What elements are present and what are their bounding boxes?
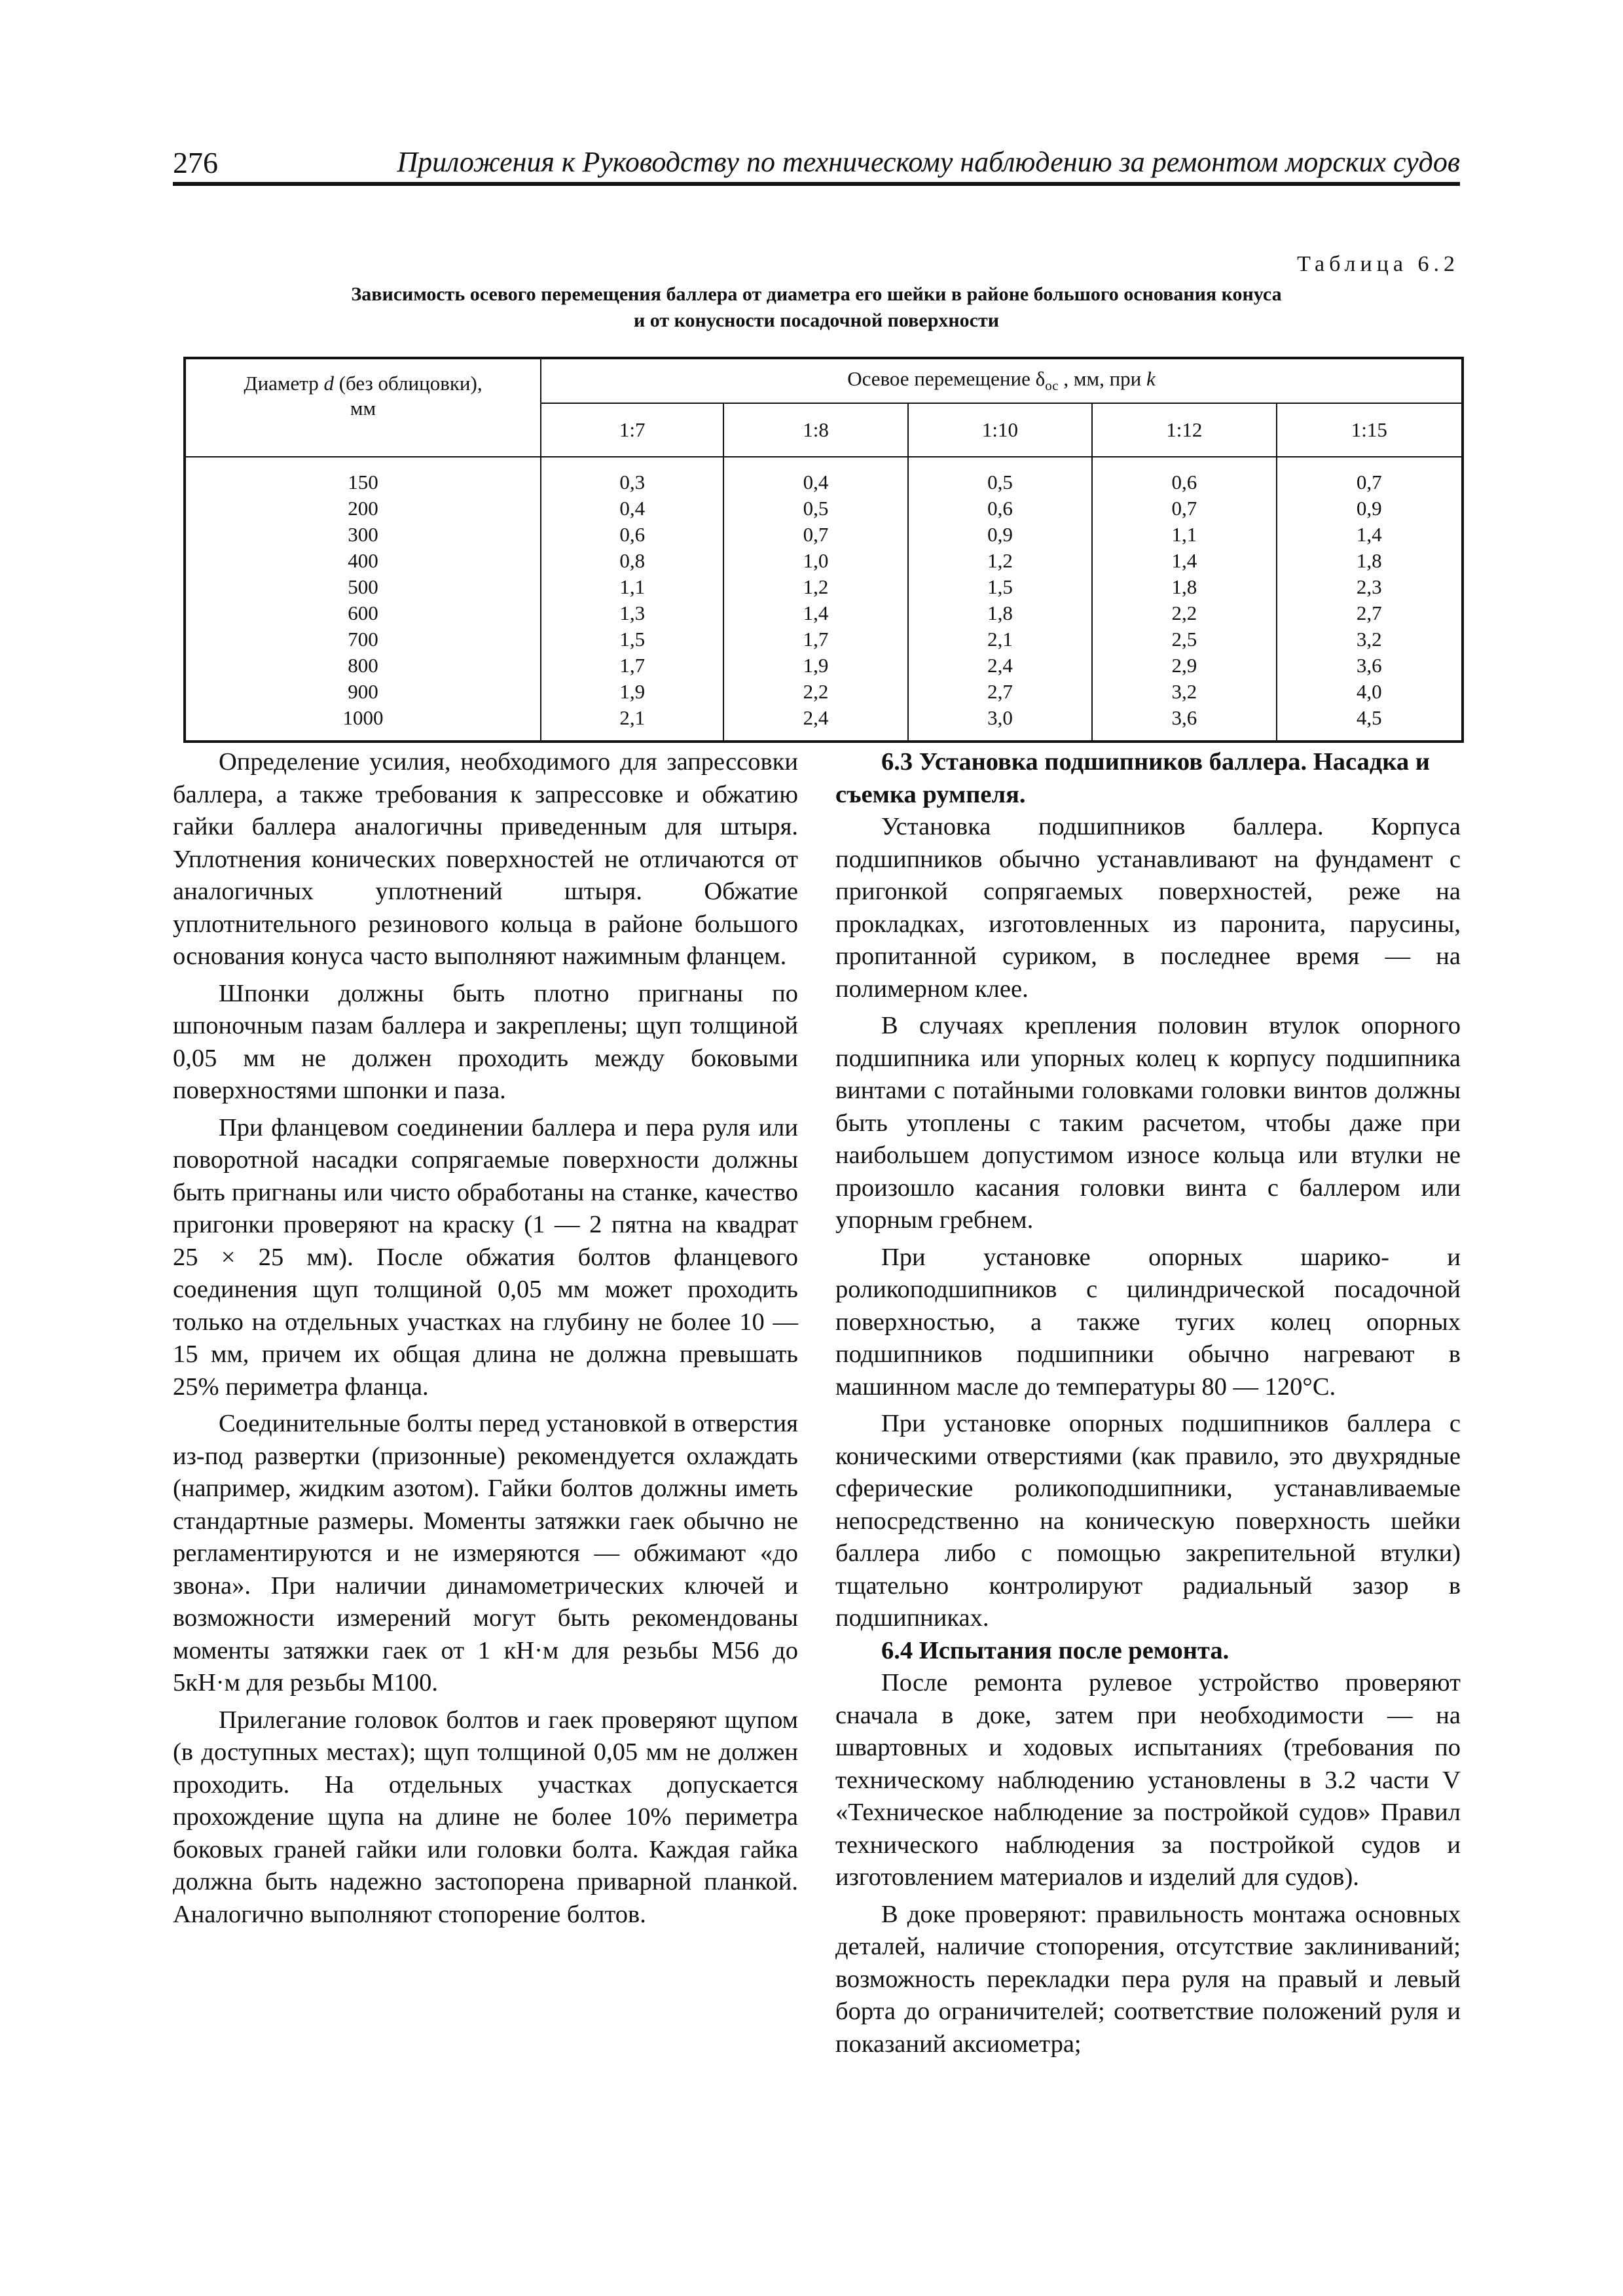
paragraph: При установке опорных подшипников баллера с коническими отверстиями (как правило, это двухрядные сферические роликоподшипники, устанавливаемые непосредственно на коническую поверхность шейки баллера либо с помощью закрепительной втулки) тщательно контролируют радиальный зазор в подшипниках.: [835, 1410, 1461, 1632]
table-cell: 1,2: [987, 549, 1013, 572]
paragraph: В случаях крепления половин втулок опорного подшипника или упорных колец к корпусу подшипника винтами с потайными головками головки винтов должны быть утоплены с таким расчетом, чтобы даже при наибольшем допустимом износе кольца или втулки не произошло касания головки винта с баллером или упорным гребнем.: [835, 1012, 1461, 1234]
table-cell: 1,0: [803, 549, 829, 572]
table-cell: 2,1: [619, 706, 646, 729]
header-axial-displacement: Осевое перемещение $\delta_{ос}$ , мм, при k: [541, 358, 1463, 403]
paragraph: При фланцевом соединении баллера и пера руля или поворотной насадки сопрягаемые поверхности должны быть пригнаны или чисто обработаны на станке, качество пригонки проверяют на краску (1 — 2 пятна на квадрат 25 × 25 мм). После обжатия болтов фланцевого соединения щуп толщиной 0,05 мм может проходить только на отдельных участках на глубину не более 10 — 15 мм, причем их общая длина не должна превышать 25% периметра фланца.: [173, 1113, 798, 1401]
header-ratio: 1:7: [541, 403, 723, 457]
table-cell: 0,3: [619, 471, 646, 493]
table-cell: 1,8: [987, 601, 1013, 624]
table-cell: 700: [348, 628, 378, 651]
section-heading-6-3: 6.3 Установка подшипников баллера. Насадка и съемка румпеля.: [835, 748, 1430, 808]
table-cell: 0,5: [803, 497, 829, 520]
table-cell: 1,4: [1171, 549, 1197, 572]
table-cell: 3,0: [987, 706, 1013, 729]
table-cell: 2,7: [1356, 601, 1382, 624]
table-cell: 2,2: [1171, 601, 1197, 624]
paragraph: Установка подшипников баллера. Корпуса подшипников обычно устанавливают на фундамент с пригонкой сопрягаемых поверхностей, реже на прокладках, изготовленных из паронита, парусины, пропитанной суриком, в последнее время — на полимерном клее.: [835, 813, 1461, 1003]
table-caption-line-1: Зависимость осевого перемещения баллера от диаметра его шейки в районе большого основания конуса: [351, 283, 1282, 305]
values-column-1-8: [723, 457, 907, 742]
table-cell: 150: [348, 471, 378, 493]
table-cell: 1,4: [1356, 523, 1382, 546]
table-cell: 1,2: [803, 575, 829, 598]
table-cell: 1,7: [803, 628, 829, 651]
table-cell: 4,0: [1356, 680, 1382, 703]
table-cell: 0,6: [1171, 471, 1197, 493]
section-heading-6-4: 6.4 Испытания после ремонта.: [881, 1636, 1230, 1664]
table-cell: 0,4: [619, 497, 646, 520]
header-diameter: Диаметр d (без облицовки), мм: [185, 358, 541, 457]
table-cell: 0,7: [1171, 497, 1197, 520]
running-title: Приложения к Руководству по техническому наблюдению за ремонтом морских судов: [397, 146, 1460, 178]
table-cell: 1,8: [1171, 575, 1197, 598]
table-cell: 4,5: [1356, 706, 1382, 729]
table-cell: 300: [348, 523, 378, 546]
table-cell: 2,7: [987, 680, 1013, 703]
table-cell: 2,3: [1356, 575, 1382, 598]
table-cell: 1,9: [619, 680, 646, 703]
table-cell: 500: [348, 575, 378, 598]
table-cell: 0,6: [619, 523, 646, 546]
data-table: [183, 357, 1464, 743]
table-cell: 3,6: [1356, 654, 1382, 677]
table-cell: 0,7: [803, 523, 829, 546]
paragraph: Соединительные болты перед установкой в отверстия из-под развертки (призонные) рекомендуется охлаждать (например, жидким азотом). Гайки болтов должны иметь стандартные размеры. Моменты затяжки гаек обычно не регламентируются и не измеряются — обжимают «до звона». При наличии динамометрических ключей и возможности измерений могут быть рекомендованы моменты затяжки гаек от 1 кН·м для резьбы М56 до 5кН·м для резьбы М100.: [173, 1410, 798, 1696]
paragraph: В доке проверяют: правильность монтажа основных деталей, наличие стопорения, отсутствие заклиниваний; возможность перекладки пера руля на правый и левый борта до ограничителей; соответствие положений руля и показаний аксиометра;: [835, 1900, 1461, 2058]
right-column: [835, 746, 1461, 2060]
paragraph: Прилегание головок болтов и гаек проверяют щупом (в доступных местах); щуп толщиной 0,05 мм не должен проходить. На отдельных участках допускается прохождение щупа на длине не более 10% периметра боковых граней гайки или головки болта. Каждая гайка должна быть надежно застопорена приварной планкой. Аналогично выполняют стопорение болтов.: [173, 1706, 798, 1928]
table-cell: 3,6: [1171, 706, 1197, 729]
table-cell: 2,4: [987, 654, 1013, 677]
table-cell: 0,5: [987, 471, 1013, 493]
paragraph: После ремонта рулевое устройство проверяют сначала в доке, затем при необходимости — на швартовных и ходовых испытаниях (требования по техническому наблюдению установлены в 3.2 части V «Техническое наблюдение за постройкой судов» Правил технического наблюдения за постройкой судов и изготовлением материалов и изделий для судов).: [835, 1669, 1461, 1891]
table-cell: 2,5: [1171, 628, 1197, 651]
header-ratio: 1:12: [1092, 403, 1276, 457]
table-cell: 1,8: [1356, 549, 1382, 572]
table-cell: 1,7: [619, 654, 646, 677]
header-ratio: 1:10: [908, 403, 1092, 457]
table-cell: 1,5: [619, 628, 646, 651]
header-ratio: 1:15: [1277, 403, 1463, 457]
table-number: Таблица 6.2: [1297, 252, 1459, 276]
table-cell: 0,8: [619, 549, 646, 572]
table-cell: 0,6: [987, 497, 1013, 520]
table-cell: 1000: [342, 706, 384, 729]
table-cell: 600: [348, 601, 378, 624]
table-cell: 3,2: [1171, 680, 1197, 703]
table-caption-line-2: и от конусности посадочной поверхности: [633, 310, 1000, 331]
table-cell: 3,2: [1356, 628, 1382, 651]
table-cell: 0,4: [803, 471, 829, 493]
table-cell: 2,1: [987, 628, 1013, 651]
left-column: [173, 746, 798, 1931]
table-cell: 1,1: [619, 575, 646, 598]
table-cell: 1,4: [803, 601, 829, 624]
table-cell: 2,9: [1171, 654, 1197, 677]
table-caption: [173, 281, 1460, 334]
table-cell: 400: [348, 549, 378, 572]
paragraph: Определение усилия, необходимого для запрессовки баллера, а также требования к запрессовке и обжатию гайки баллера аналогичны приведенным для штыря. Уплотнения конических поверхностей не отличаются от аналогичных уплотнений штыря. Обжатие уплотнительного резинового кольца в районе большого основания конуса часто выполняют нажимным фланцем.: [173, 748, 798, 970]
values-column-1-10: [908, 457, 1092, 742]
values-column-1-12: [1092, 457, 1276, 742]
table-cell: 0,9: [1356, 497, 1382, 520]
paragraph: При установке опорных шарико- и роликоподшипников с цилиндрической посадочной поверхностью, а также тугих колец опорных подшипников подшипники обычно нагревают в машинном масле до температуры 80 — 120°С.: [835, 1243, 1461, 1401]
table-cell: 200: [348, 497, 378, 520]
table-cell: 1,3: [619, 601, 646, 624]
table-cell: 0,7: [1356, 471, 1382, 493]
page-header: [173, 145, 1460, 186]
table-cell: 1,5: [987, 575, 1013, 598]
table-cell: 1,9: [803, 654, 829, 677]
table-cell: 800: [348, 654, 378, 677]
page-number: 276: [173, 146, 218, 179]
table-cell: 2,2: [803, 680, 829, 703]
table-cell: 900: [348, 680, 378, 703]
table-cell: 1,1: [1171, 523, 1197, 546]
header-ratio: 1:8: [723, 403, 907, 457]
values-column-1-7: [541, 457, 723, 742]
table-cell: 2,4: [803, 706, 829, 729]
diameter-column: [185, 457, 541, 742]
paragraph: Шпонки должны быть плотно пригнаны по шпоночным пазам баллера и закреплены; щуп толщиной 0,05 мм не должен проходить между боковыми поверхностями шпонки и паза.: [173, 979, 798, 1104]
values-column-1-15: [1277, 457, 1463, 742]
table-cell: 0,9: [987, 523, 1013, 546]
